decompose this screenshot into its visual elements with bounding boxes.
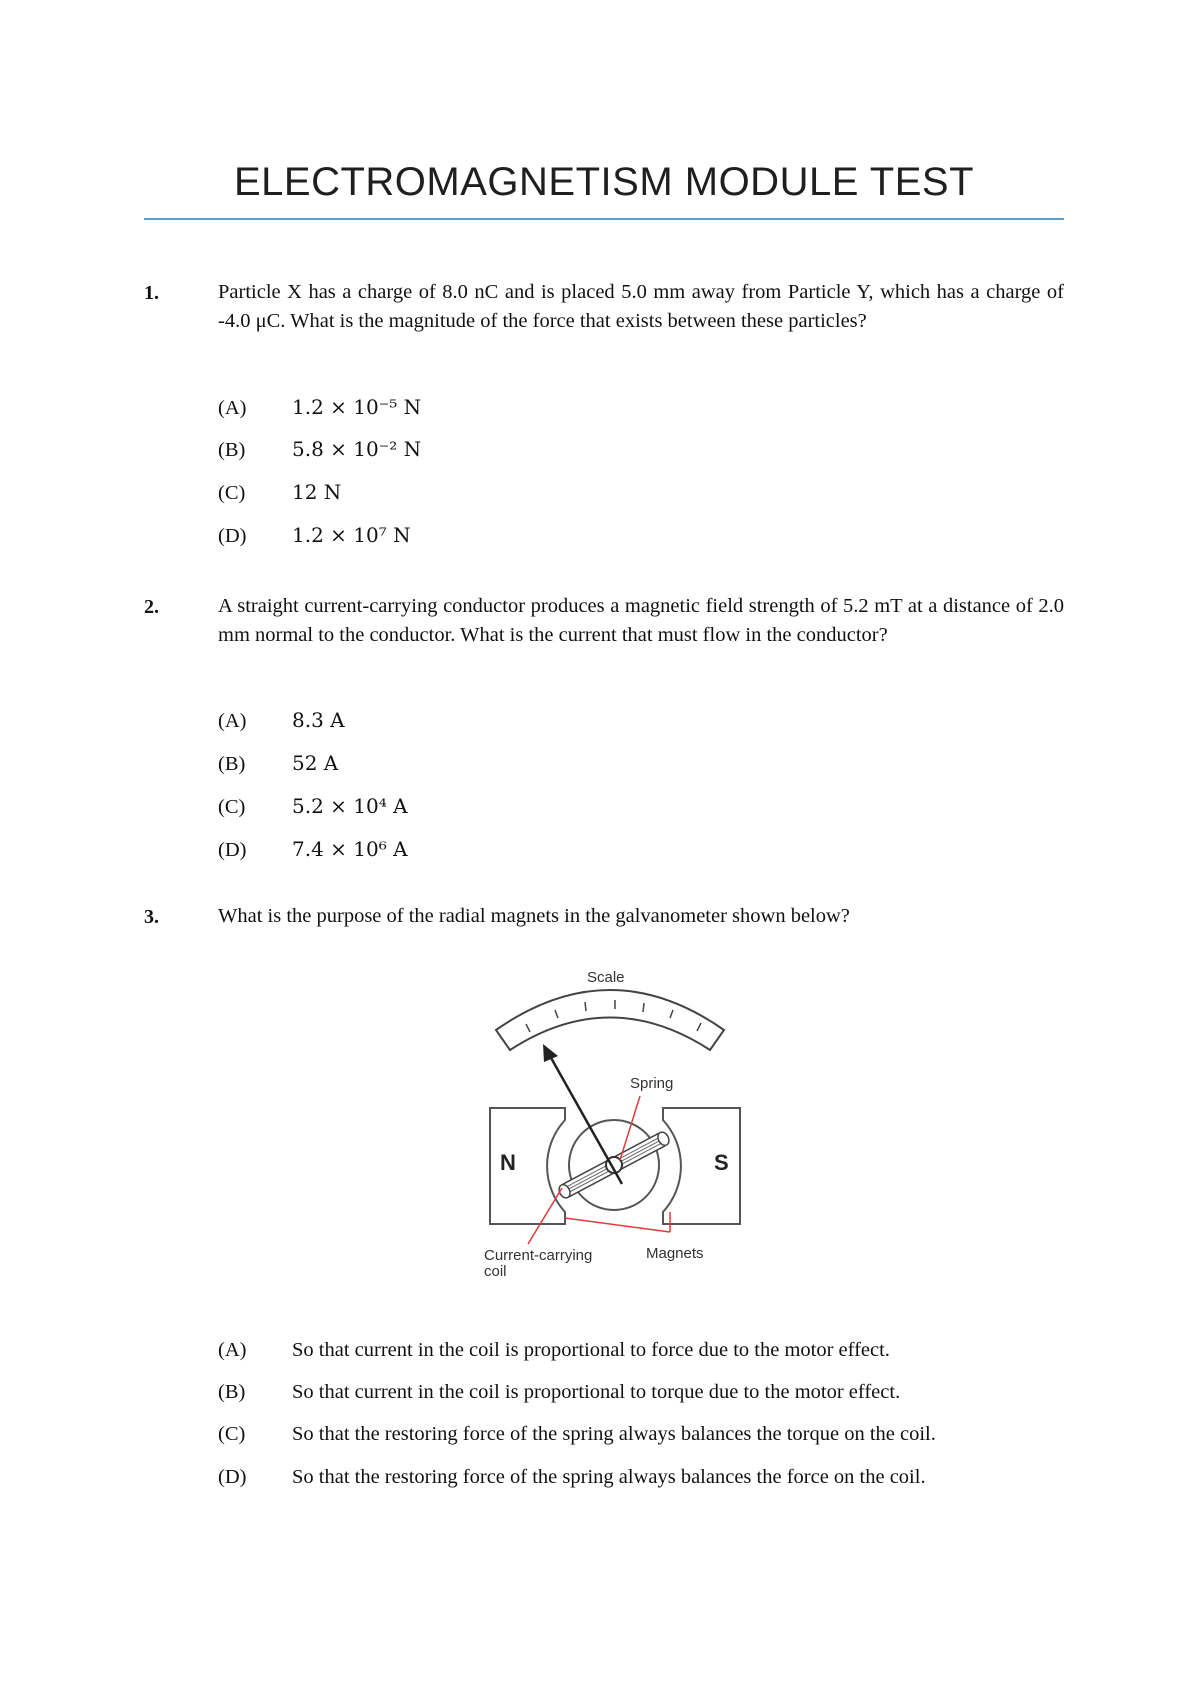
magnets-leader-n <box>565 1218 670 1232</box>
question-3-option-d <box>218 1462 926 1492</box>
page-title: ELECTROMAGNETISM MODULE TEST <box>233 160 974 204</box>
question-2-option-b <box>218 748 338 778</box>
option-letter: (A) <box>218 397 247 419</box>
option-value: 5.8 × 10⁻² N <box>292 437 422 461</box>
question-2-text: A straight current-carrying conductor produces a magnetic field strength of 5.2 mT at a distance of 2.0 mm normal to the conductor. What is the current that must flow in the conductor? <box>218 595 1064 646</box>
question-3-number: 3. <box>144 906 159 928</box>
option-value: 8.3 A <box>292 708 345 732</box>
question-1-number: 1. <box>144 282 159 304</box>
option-letter: (A) <box>218 710 247 732</box>
option-value: So that the restoring force of the spring always balances the force on the coil. <box>292 1466 926 1488</box>
option-value: 1.2 × 10⁻⁵ N <box>292 395 422 419</box>
scale-arc <box>496 990 724 1050</box>
south-pole-label: S <box>714 1150 729 1175</box>
coil-label-line1: Current-carrying <box>484 1247 593 1264</box>
question-3-text: What is the purpose of the radial magnets in the galvanometer shown below? <box>218 905 850 927</box>
option-value: 7.4 × 10⁶ A <box>292 837 408 861</box>
option-letter: (A) <box>218 1339 247 1361</box>
question-2-option-d <box>218 834 408 864</box>
option-letter: (B) <box>218 753 246 775</box>
magnets-label: Magnets <box>646 1245 704 1262</box>
option-value: So that current in the coil is proportional to torque due to the motor effect. <box>292 1381 901 1403</box>
option-letter: (C) <box>218 796 246 818</box>
question-1-option-d <box>218 520 411 550</box>
scale-label: Scale <box>587 969 625 986</box>
option-value: So that current in the coil is proportional to force due to the motor effect. <box>292 1339 890 1361</box>
title-divider <box>144 218 1064 220</box>
north-pole-label: N <box>500 1150 516 1175</box>
question-3-option-a <box>218 1335 890 1365</box>
question-3-option-c <box>218 1419 936 1449</box>
option-value: 1.2 × 10⁷ N <box>292 523 411 547</box>
option-value: So that the restoring force of the spring always balances the torque on the coil. <box>292 1423 936 1445</box>
question-1-option-b <box>218 434 421 464</box>
option-letter: (C) <box>218 1423 246 1445</box>
option-letter: (D) <box>218 839 247 861</box>
spring-label: Spring <box>630 1075 674 1092</box>
question-2-number: 2. <box>144 596 159 618</box>
question-2-option-c <box>218 791 408 821</box>
option-letter: (C) <box>218 482 246 504</box>
option-letter: (D) <box>218 1466 247 1488</box>
option-value: 5.2 × 10⁴ A <box>292 794 408 818</box>
galvanometer-diagram <box>470 960 760 1280</box>
option-letter: (B) <box>218 1381 246 1403</box>
option-letter: (B) <box>218 439 246 461</box>
coil-label-line2: coil <box>484 1263 507 1280</box>
option-value: 52 A <box>292 751 339 775</box>
question-1-option-a <box>218 392 421 422</box>
question-1-text: Particle X has a charge of 8.0 nC and is placed 5.0 mm away from Particle Y, which has a charge of -4.0 μC. What is the magnitude of the force that exists between these particles? <box>218 281 1064 332</box>
question-3-option-b <box>218 1377 900 1407</box>
question-1-option-c <box>218 477 341 507</box>
option-letter: (D) <box>218 525 247 547</box>
question-2-option-a <box>218 705 345 735</box>
option-value: 12 N <box>292 480 342 504</box>
